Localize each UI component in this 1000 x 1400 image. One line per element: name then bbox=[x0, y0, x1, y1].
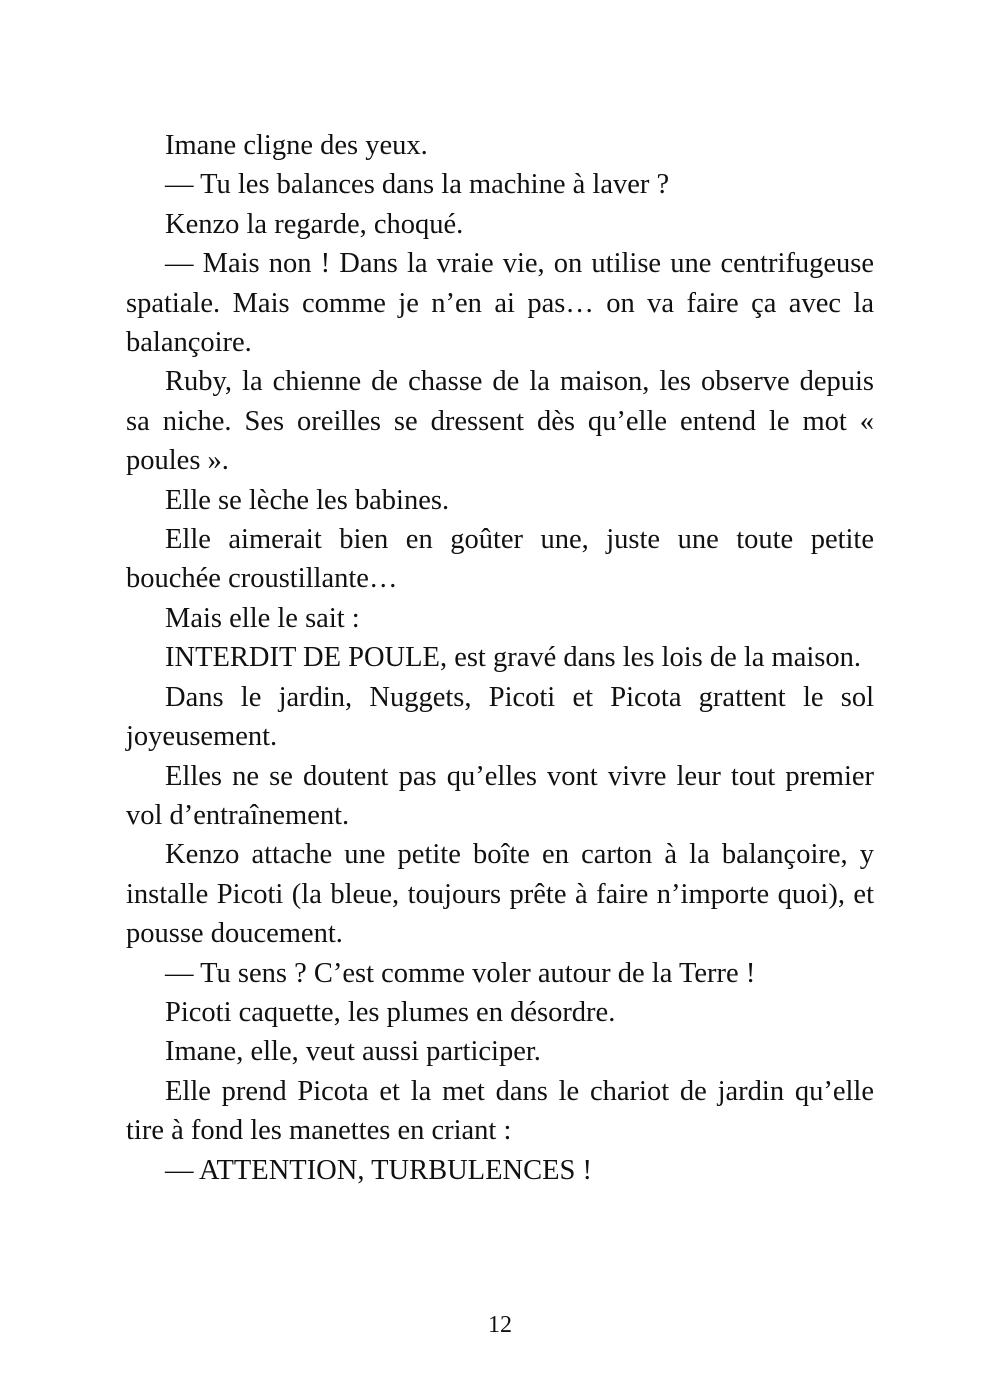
paragraph: Kenzo la regarde, choqué. bbox=[165, 208, 464, 240]
page-text-body bbox=[126, 126, 874, 1190]
paragraph: — ATTENTION, TURBULENCES ! bbox=[165, 1154, 592, 1186]
paragraph: Elle aimerait bien en goûter une, juste une toute petite bouchée croustillante… bbox=[126, 524, 874, 595]
paragraph: — Tu les balances dans la machine à laver ? bbox=[165, 169, 670, 201]
paragraph: Imane, elle, veut aussi participer. bbox=[165, 1036, 541, 1068]
paragraph: Mais elle le sait : bbox=[165, 602, 360, 634]
page-number: 12 bbox=[488, 1312, 512, 1338]
paragraph: — Tu sens ? C’est comme voler autour de la Terre ! bbox=[165, 957, 756, 989]
paragraph: Ruby, la chienne de chasse de la maison, les observe depuis sa niche. Ses oreilles se dressent dès qu’elle entend le mot « poules ». bbox=[126, 366, 874, 477]
paragraph: Dans le jardin, Nuggets, Picoti et Picota grattent le sol joyeusement. bbox=[126, 681, 874, 753]
paragraph: — Mais non ! Dans la vraie vie, on utilise une centrifugeuse spatiale. Mais comme je n’en ai pas… on va faire ça avec la balançoire. bbox=[126, 248, 874, 359]
paragraph: Elles ne se doutent pas qu’elles vont vivre leur tout premier vol d’entraînement. bbox=[126, 760, 874, 831]
paragraph: INTERDIT DE POULE, est gravé dans les lois de la maison. bbox=[165, 642, 862, 674]
paragraph: Imane cligne des yeux. bbox=[165, 130, 428, 161]
paragraph: Elle prend Picota et la met dans le chariot de jardin qu’elle tire à fond les manettes en criant : bbox=[126, 1075, 874, 1147]
paragraph: Elle se lèche les babines. bbox=[165, 484, 450, 516]
paragraph: Kenzo attache une petite boîte en carton à la balançoire, y installe Picoti (la bleue, toujours prête à faire n’importe quoi), et pousse doucement. bbox=[126, 839, 874, 950]
paragraph: Picoti caquette, les plumes en désordre. bbox=[165, 996, 616, 1028]
